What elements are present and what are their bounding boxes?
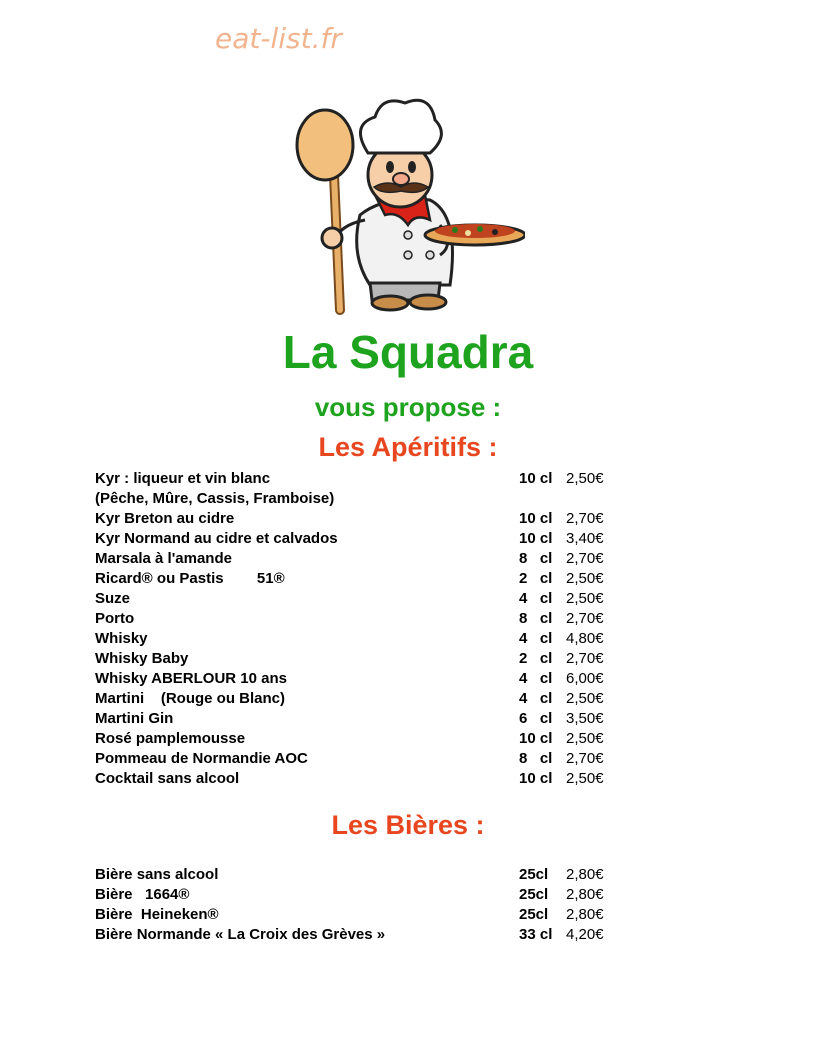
aperitifs-list	[95, 469, 635, 789]
item-price: 2,70€	[566, 610, 604, 627]
menu-item	[95, 905, 635, 925]
item-price: 2,50€	[566, 590, 604, 607]
item-qty: 25cl	[519, 866, 549, 883]
item-price: 2,50€	[566, 730, 604, 747]
menu-item	[95, 669, 635, 689]
item-name: Bière Normande « La Croix des Grèves »	[95, 926, 386, 943]
item-name: Martini (Rouge ou Blanc)	[95, 690, 285, 707]
item-price: 2,50€	[566, 570, 604, 587]
item-name: Kyr Breton au cidre	[95, 510, 235, 527]
item-name: Whisky Baby	[95, 650, 189, 667]
item-name: Cocktail sans alcool	[95, 770, 240, 787]
item-qty: 4 cl	[519, 590, 553, 607]
item-price: 2,50€	[566, 470, 604, 487]
item-price: 6,00€	[566, 670, 604, 687]
watermark: eat-list.fr	[215, 22, 342, 55]
item-price: 2,70€	[566, 750, 604, 767]
item-name: Bière sans alcool	[95, 866, 219, 883]
tagline: vous propose :	[314, 392, 502, 422]
item-name: Kyr Normand au cidre et calvados	[95, 530, 338, 547]
item-name: Martini Gin	[95, 710, 174, 727]
item-name: Whisky ABERLOUR 10 ans	[95, 670, 287, 687]
section-title-bieres: Les Bières :	[331, 810, 485, 840]
menu-item	[95, 609, 635, 629]
item-name: Marsala à l'amande	[95, 550, 232, 567]
menu-item	[95, 885, 635, 905]
menu-item	[95, 509, 635, 529]
item-name: Suze	[95, 590, 131, 607]
item-name: Kyr : liqueur et vin blanc	[95, 470, 271, 487]
item-price: 2,80€	[566, 906, 604, 923]
chef-illustration	[290, 95, 525, 320]
item-qty: 8 cl	[519, 550, 553, 567]
menu-item	[95, 469, 635, 489]
item-qty: 6 cl	[519, 710, 553, 727]
item-price: 4,20€	[566, 926, 604, 943]
menu-item	[95, 629, 635, 649]
item-price: 3,40€	[566, 530, 604, 547]
menu-item	[95, 649, 635, 669]
menu-item	[95, 529, 635, 549]
item-price: 2,80€	[566, 866, 604, 883]
item-qty: 10 cl	[519, 510, 553, 527]
item-qty: 10 cl	[519, 730, 553, 747]
item-name: Bière 1664®	[95, 886, 190, 903]
menu-item	[95, 489, 635, 509]
item-price: 2,50€	[566, 690, 604, 707]
item-qty: 10 cl	[519, 470, 553, 487]
menu-item	[95, 709, 635, 729]
menu-item	[95, 689, 635, 709]
item-qty: 8 cl	[519, 610, 553, 627]
item-price: 2,50€	[566, 770, 604, 787]
item-name: Ricard® ou Pastis 51®	[95, 570, 285, 587]
item-qty: 10 cl	[519, 770, 553, 787]
menu-item	[95, 589, 635, 609]
menu-item	[95, 865, 635, 885]
item-name: Pommeau de Normandie AOC	[95, 750, 308, 767]
item-name: Bière Heineken®	[95, 906, 219, 923]
item-qty: 4 cl	[519, 690, 553, 707]
menu-item	[95, 549, 635, 569]
section-title-aperitifs: Les Apéritifs :	[318, 432, 498, 462]
item-price: 2,70€	[566, 550, 604, 567]
item-price: 4,80€	[566, 630, 604, 647]
menu-item	[95, 729, 635, 749]
item-name: (Pêche, Mûre, Cassis, Framboise)	[95, 490, 335, 507]
item-qty: 25cl	[519, 906, 549, 923]
item-qty: 25cl	[519, 886, 549, 903]
item-name: Whisky	[95, 630, 148, 647]
bieres-list	[95, 865, 635, 945]
item-qty: 4 cl	[519, 630, 553, 647]
item-price: 2,70€	[566, 650, 604, 667]
item-qty: 2 cl	[519, 650, 553, 667]
menu-item	[95, 749, 635, 769]
item-qty: 33 cl	[519, 926, 553, 943]
menu-item	[95, 925, 635, 945]
item-qty: 4 cl	[519, 670, 553, 687]
item-name: Rosé pamplemousse	[95, 730, 246, 747]
menu-item	[95, 569, 635, 589]
item-price: 2,70€	[566, 510, 604, 527]
menu-item	[95, 769, 635, 789]
item-price: 2,80€	[566, 886, 604, 903]
item-qty: 2 cl	[519, 570, 553, 587]
item-name: Porto	[95, 610, 135, 627]
item-qty: 10 cl	[519, 530, 553, 547]
item-qty: 8 cl	[519, 750, 553, 767]
restaurant-name: La Squadra	[282, 326, 534, 378]
item-price: 3,50€	[566, 710, 604, 727]
